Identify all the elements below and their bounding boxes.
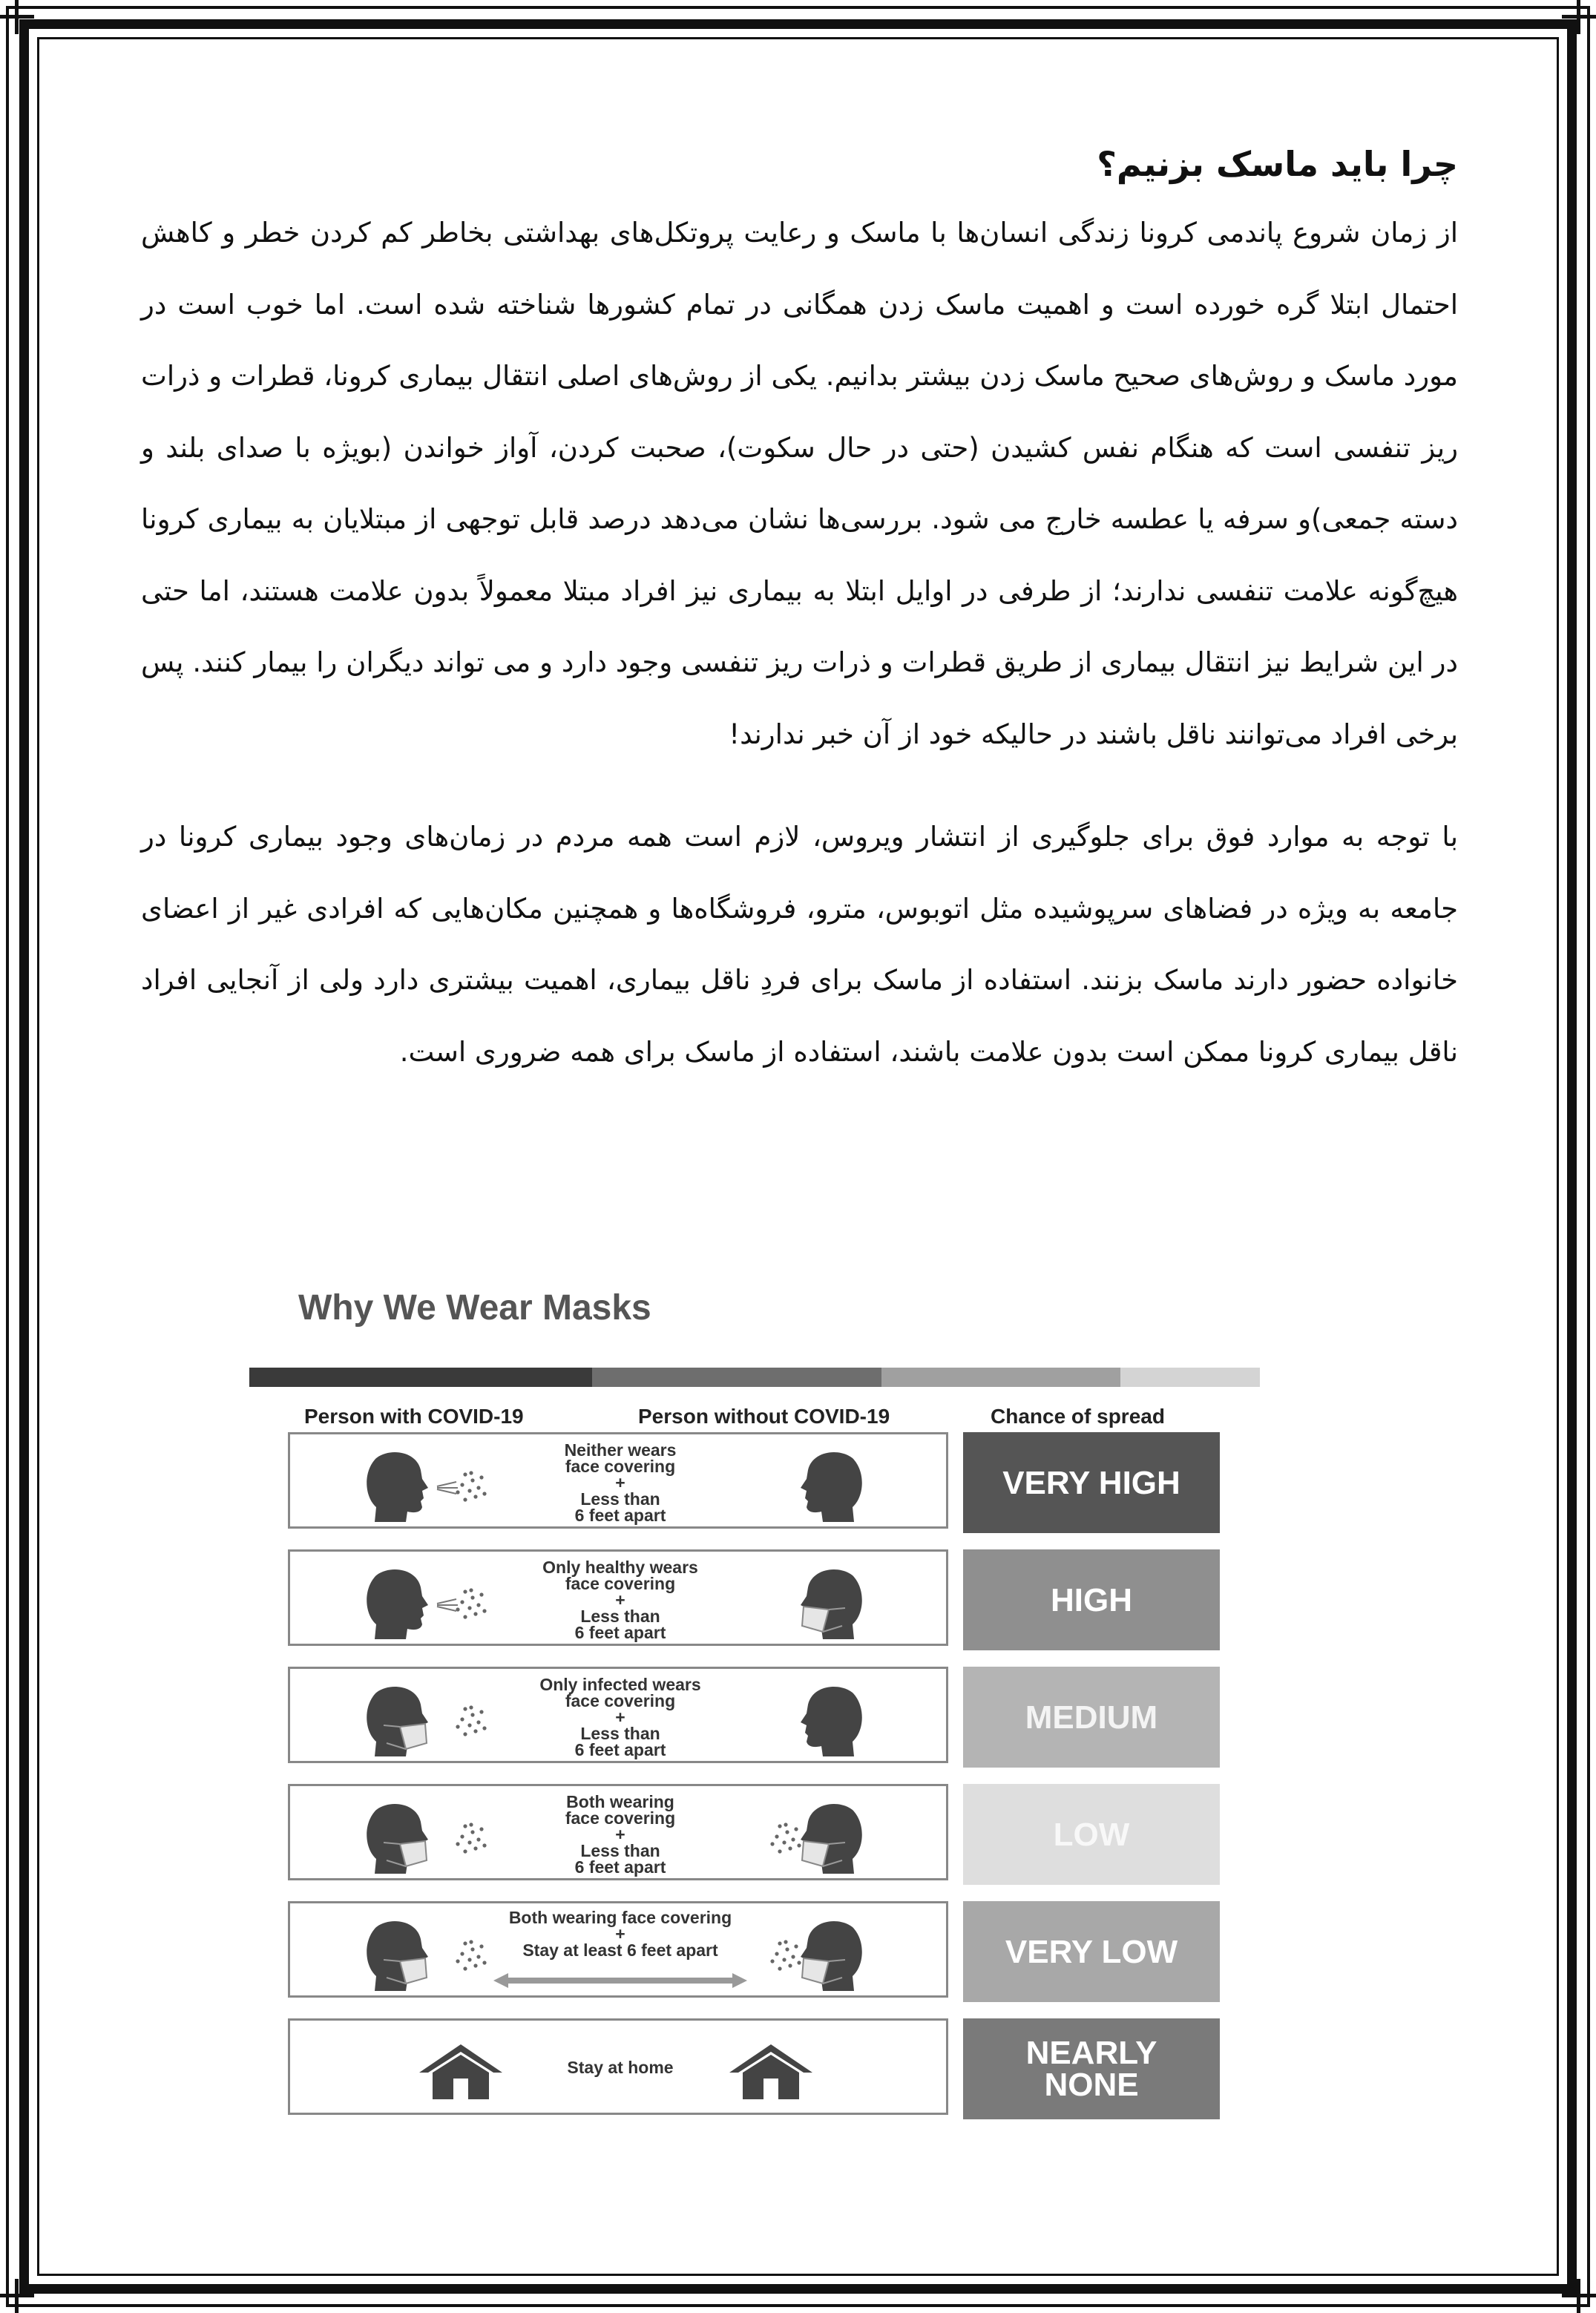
scenario-description-line: + [615,1924,625,1943]
scenario-description-line: face covering [565,1691,676,1710]
scenario-row [288,1432,1223,1533]
scenario-illustration [288,2018,948,2115]
color-bar-segment [249,1368,592,1387]
color-bar-segment [1120,1368,1260,1387]
head-icon [793,1445,875,1526]
droplets-icon [436,1467,489,1506]
risk-level-badge [963,1784,1220,1885]
scenario-illustration [288,1549,948,1646]
risk-level-label: HIGH [1051,1581,1132,1618]
infographic-title: Why We Wear Masks [298,1288,651,1328]
masked-head-icon [354,1679,436,1761]
risk-level-badge [963,1667,1220,1768]
masked-head-icon [793,1562,875,1644]
scenario-description-line: Less than [580,1607,660,1626]
frame-corner-ornament [1562,0,1596,34]
masked-head-icon [354,1797,436,1878]
article [141,141,1458,1088]
paragraph-recommendation: با توجه به موارد فوق برای جلوگیری از انتشار ویروس، لازم است همه مردم در زمان‌های وجود بیماری کرونا در جامعه به ویژه در فضاهای سرپوشیده مثل اتوبوس، مترو، فروشگاه‌ها و همچنین مکان‌هایی که افرادی غیر از اعضای خانواده حضور دارند ماسک بزنند. استفاده از ماسک برای فردِ ناقل بیماری، اهمیت بیشتری دارد ولی از آنجایی افراد ناقل بیماری کرونا ممکن است بدون علامت باشند، استفاده از ماسک برای همه ضروری است. [141,821,1458,1068]
scenario-illustration [288,1901,948,1998]
scenario-description-line: face covering [565,1574,676,1593]
scenario-row [288,1901,1223,2002]
column-header-chance: Chance of spread [991,1405,1165,1428]
risk-level-label: VERY HIGH [1002,1464,1180,1501]
risk-level-label: NEARLY NONE [1025,2035,1157,2103]
color-bar-segment [881,1368,1120,1387]
frame-corner-ornament [1562,2279,1596,2313]
droplets-icon [436,1936,489,1975]
masked-head-icon [793,1797,875,1878]
scenario-description-line: Both wearing face covering [508,1908,732,1927]
scenario-description [490,1442,750,1523]
scenario-row [288,1784,1223,1885]
scenario-description [490,1794,750,1875]
head-icon [793,1679,875,1761]
scenario-description-line: 6 feet apart [574,1857,666,1877]
scenario-row [288,1667,1223,1768]
scenario-description-line: + [615,1590,625,1610]
scenario-description [490,1676,750,1758]
head-icon [354,1445,436,1526]
scenario-description-line: face covering [565,1808,676,1828]
risk-level-badge [963,1432,1220,1533]
scenario-description-line: 6 feet apart [574,1623,666,1642]
column-header-healthy: Person without COVID-19 [638,1405,890,1428]
scenario-description-line: + [615,1707,625,1727]
scenario-illustration [288,1667,948,1763]
risk-level-label: LOW [1053,1816,1130,1853]
scenario-description-line: Only healthy wears [542,1558,698,1577]
risk-level-badge [963,1549,1220,1650]
scenario-description-line: face covering [565,1457,676,1476]
scenario-description [490,2059,750,2076]
color-bar-segment [592,1368,881,1387]
scenario-description [490,1559,750,1641]
masked-head-icon [354,1914,436,1995]
droplets-icon [436,1584,489,1623]
droplets-icon [436,1702,489,1740]
risk-level-label: VERY LOW [1005,1933,1178,1970]
scenario-description-line: Both wearing [566,1792,674,1811]
six-feet-arrow-icon [490,1972,750,1989]
scenario-description-line: Neither wears [564,1440,677,1460]
scenario-description [490,1909,750,1958]
scenario-description-line: Less than [580,1841,660,1860]
frame-corner-ornament [0,2279,34,2313]
head-icon [354,1562,436,1644]
mask-infographic [245,1287,1269,2126]
scenario-illustration [288,1784,948,1880]
risk-level-label: MEDIUM [1025,1699,1158,1736]
article-title: چرا باید ماسک بزنیم؟ [1097,144,1458,184]
scenario-description-line: Less than [580,1489,660,1509]
risk-level-badge [963,2018,1220,2119]
scenario-description-line: Stay at home [567,2058,674,2077]
scenario-description-line: Only infected wears [539,1675,701,1694]
frame-corner-ornament [0,0,34,34]
risk-level-badge [963,1901,1220,2002]
scenario-description-line: + [615,1825,625,1844]
scenario-description-line: 6 feet apart [574,1740,666,1759]
infographic-color-bar [249,1368,1260,1387]
scenario-description-line: Stay at least 6 feet apart [522,1940,718,1960]
column-header-infected: Person with COVID-19 [304,1405,524,1428]
scenario-description-line: + [615,1473,625,1492]
scenario-description-line: Less than [580,1724,660,1743]
paragraph-intro: از زمان شروع پاندمی کرونا زندگی انسان‌ها با ماسک و رعایت پروتکل‌های بهداشتی بخاطر کم کردن خطر و کاهش احتمال ابتلا گره خورده است و اهمیت ماسک زدن همگانی در تمام کشورها شناخته شده است. اما خوب است در مورد ماسک و روش‌های صحیح ماسک زدن بیشتر بدانیم. یکی از روش‌های اصلی انتقال بیماری کرونا، قطرات و ذرات ریز تنفسی است که هنگام نفس کشیدن (حتی در حال سکوت)، صحبت کردن، آواز خواندن (بویژه با صدای بلند و دسته جمعی)و سرفه یا عطسه خارج می شود. بررسی‌ها نشان می‌دهد درصد قابل توجهی از مبتلایان به بیماری کرونا هیچ‌گونه علامت تنفسی ندارند؛ از طرفی در اوایل ابتلا به بیماری نیز افراد مبتلا معمولاً بدون علامت هستند، اما حتی در این شرایط نیز انتقال بیماری از طریق قطرات و ذرات ریز تنفسی وجود دارد و می تواند دیگران را بیمار کنند. پس برخی افراد می‌توانند ناقل باشند در حالیکه خود از آن خبر ندارند! [141,217,1458,750]
scenario-description-line: 6 feet apart [574,1506,666,1525]
scenario-row [288,2018,1223,2119]
scenario-row [288,1549,1223,1650]
masked-head-icon [793,1914,875,1995]
droplets-icon [436,1819,489,1857]
scenario-illustration [288,1432,948,1529]
